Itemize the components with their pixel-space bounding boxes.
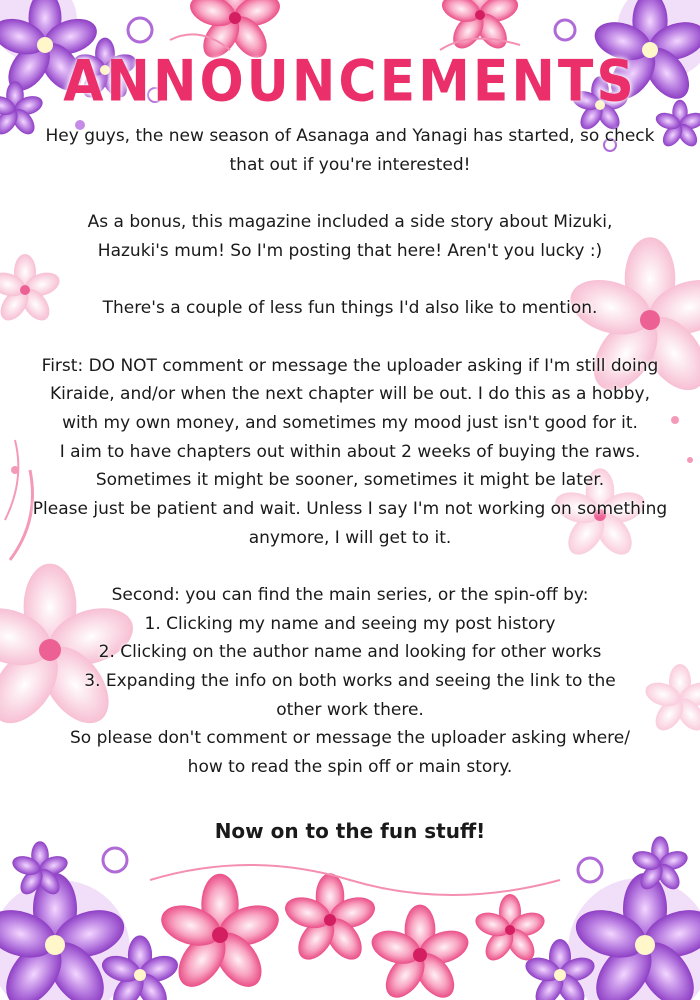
text-line: how to read the spin off or main story. (187, 757, 513, 778)
pink-flower-cluster-bottom-center (150, 865, 560, 1000)
text-line: anymore, I will get to it. (248, 527, 452, 548)
announcement-body (0, 122, 700, 845)
paragraph-1 (0, 122, 700, 179)
paragraph-2 (0, 208, 700, 265)
closing-line: Now on to the fun stuff! (214, 818, 486, 843)
text-line: that out if you're interested! (229, 154, 471, 175)
text-line: Hey guys, the new season of Asanaga and Yanagi has started, so check (45, 126, 655, 146)
text-line: 3. Expanding the info on both works and seeing the link to the (84, 671, 616, 692)
purple-flower-cluster-bottom-right (522, 836, 700, 1000)
text-line: Sometimes it might be sooner, sometimes it might be later. (95, 470, 605, 491)
text-line: There's a couple of less fun things I'd also like to mention. (102, 298, 598, 319)
paragraph-5 (0, 581, 700, 782)
paragraph-4 (0, 352, 700, 553)
text-line: Hazuki's mum! So I'm posting that here! Aren't you lucky :) (97, 240, 603, 261)
text-line: As a bonus, this magazine included a side story about Mizuki, (87, 212, 613, 233)
text-line: First: DO NOT comment or message the uploader asking if I'm still doing (41, 355, 659, 376)
text-line: Kiraide, and/or when the next chapter will be out. I do this as a hobby, (49, 384, 651, 405)
text-line: Second: you can find the main series, or the spin-off by: (111, 585, 589, 605)
paragraph-3 (0, 294, 700, 323)
text-line: with my own money, and sometimes my mood just isn't good for it. (62, 412, 638, 433)
page-title: ANNOUNCEMENTS (63, 49, 637, 115)
text-line: So please don't comment or message the uploader asking where/ (70, 728, 630, 749)
text-line: Please just be patient and wait. Unless I say I'm not working on something (32, 498, 668, 519)
text-line: 1. Clicking my name and seeing my post history (144, 613, 556, 634)
text-line: other work there. (276, 699, 424, 720)
purple-flower-cluster-bottom-left (0, 841, 181, 1000)
text-line: I aim to have chapters out within about 2 weeks of buying the raws. (59, 441, 641, 462)
text-line: 2. Clicking on the author name and looking for other works (98, 642, 602, 663)
